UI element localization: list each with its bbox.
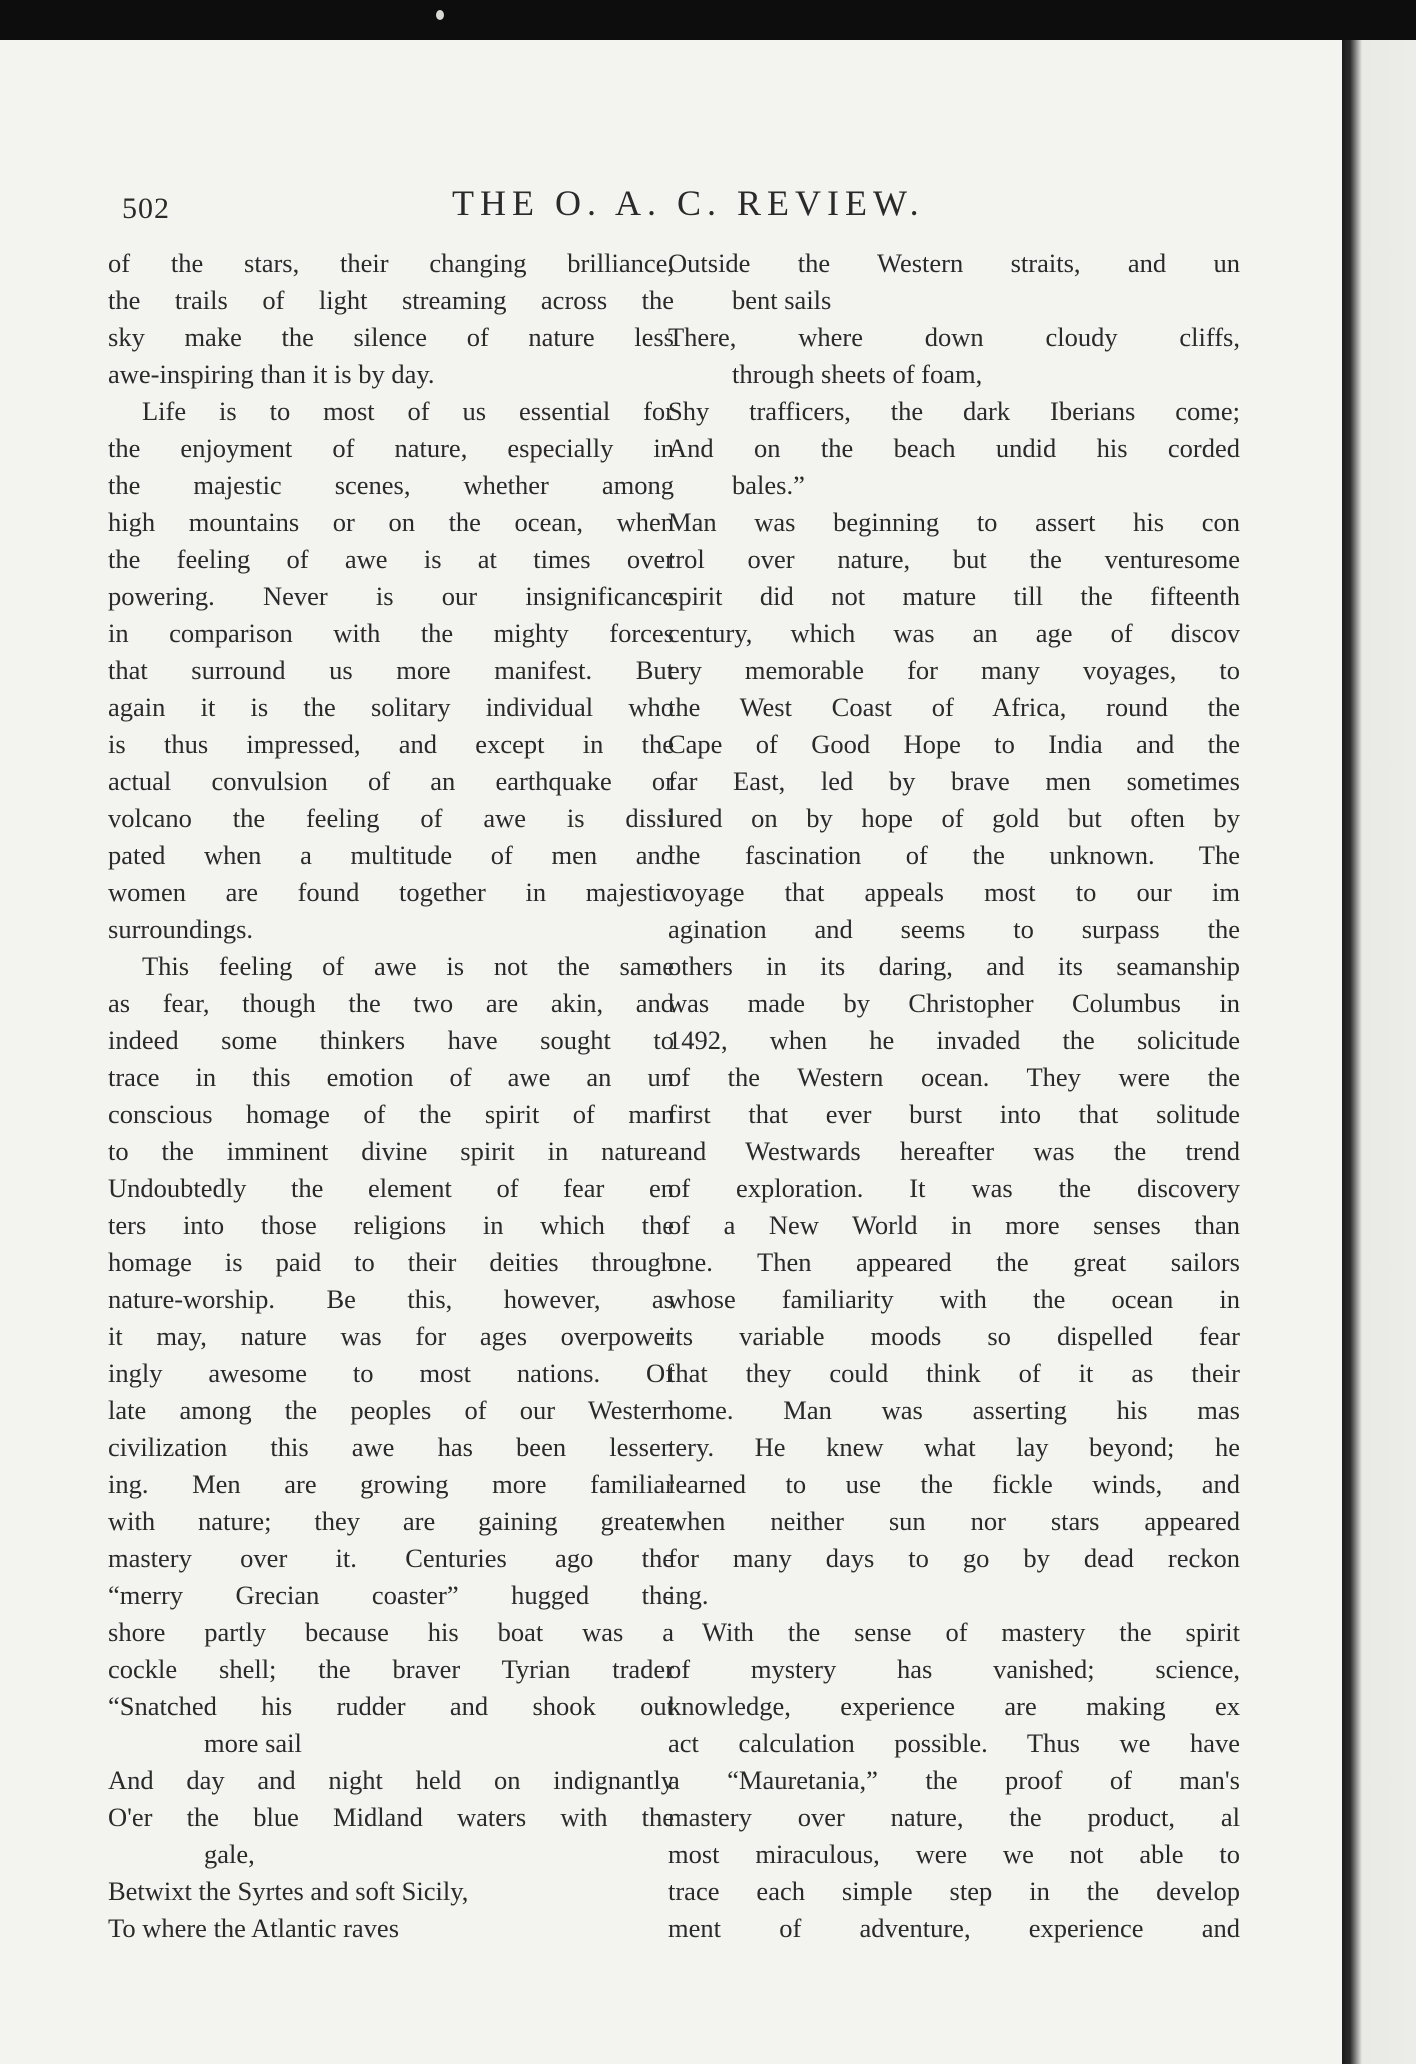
text-line: that surround us more manifest. But xyxy=(108,655,674,685)
text-line: its variable moods so dispelled fear xyxy=(668,1321,1240,1351)
verse-line: And day and night held on indignantly xyxy=(108,1765,674,1795)
text-line: mastery over nature, the product, al xyxy=(668,1802,1240,1832)
text-line: again it is the solitary individual who xyxy=(108,692,674,722)
verse-line: bent sails xyxy=(732,285,832,315)
text-line: ingly awesome to most nations. Of xyxy=(108,1358,674,1388)
text-line: powering. Never is our insignificance xyxy=(108,581,674,611)
text-line: Cape of Good Hope to India and the xyxy=(668,729,1240,759)
text-line: of the stars, their changing brilliance, xyxy=(108,248,674,278)
scan-speck xyxy=(436,10,444,20)
verse-line: There, where down cloudy cliffs, xyxy=(668,322,1240,352)
text-line: first that ever burst into that solitude xyxy=(668,1099,1240,1129)
text-line: mastery over it. Centuries ago the xyxy=(108,1543,674,1573)
text-line: agination and seems to surpass the xyxy=(668,914,1240,944)
text-line: pated when a multitude of men and xyxy=(108,840,674,870)
verse-line: more sail xyxy=(204,1728,302,1758)
text-line: ery memorable for many voyages, to xyxy=(668,655,1240,685)
page-gutter xyxy=(1342,40,1416,2064)
text-line: act calculation possible. Thus we have xyxy=(668,1728,1240,1758)
text-line: high mountains or on the ocean, when xyxy=(108,507,674,537)
text-line: sky make the silence of nature less xyxy=(108,322,674,352)
text-line: home. Man was asserting his mas xyxy=(668,1395,1240,1425)
text-line: Undoubtedly the element of fear en xyxy=(108,1173,674,1203)
page-number: 502 xyxy=(122,192,170,225)
text-line: with nature; they are gaining greater xyxy=(108,1506,674,1536)
text-line: shore partly because his boat was a xyxy=(108,1617,674,1647)
text-line: With the sense of mastery the spirit xyxy=(702,1617,1240,1647)
text-line: most miraculous, were we not able to xyxy=(668,1839,1240,1869)
text-line: for many days to go by dead reckon xyxy=(668,1543,1240,1573)
text-line: that they could think of it as their xyxy=(668,1358,1240,1388)
text-line: was made by Christopher Columbus in xyxy=(668,988,1240,1018)
page-header xyxy=(0,178,1342,228)
text-line: Life is to most of us essential for xyxy=(142,396,674,426)
text-line: the trails of light streaming across the xyxy=(108,285,674,315)
verse-line: Outside the Western straits, and un xyxy=(668,248,1240,278)
text-line: is thus impressed, and except in the xyxy=(108,729,674,759)
right-column xyxy=(668,245,1240,1947)
text-line: the fascination of the unknown. The xyxy=(668,840,1240,870)
text-line: as fear, though the two are akin, and xyxy=(108,988,674,1018)
text-line: ters into those religions in which the xyxy=(108,1210,674,1240)
text-line: a “Mauretania,” the proof of man's xyxy=(668,1765,1240,1795)
text-line: lured on by hope of gold but often by xyxy=(668,803,1240,833)
text-line: 1492, when he invaded the solicitude xyxy=(668,1025,1240,1055)
text-line: of exploration. It was the discovery xyxy=(668,1173,1240,1203)
text-line: Man was beginning to assert his con xyxy=(668,507,1240,537)
text-line: of the Western ocean. They were the xyxy=(668,1062,1240,1092)
text-line: knowledge, experience are making ex xyxy=(668,1691,1240,1721)
text-line: one. Then appeared the great sailors xyxy=(668,1247,1240,1277)
text-line: This feeling of awe is not the same xyxy=(142,951,674,981)
verse-line: bales.” xyxy=(732,470,805,500)
text-line: homage is paid to their deities through xyxy=(108,1247,674,1277)
text-line: spirit did not mature till the fifteenth xyxy=(668,581,1240,611)
verse-line: And on the beach undid his corded xyxy=(668,433,1240,463)
text-line: late among the peoples of our Western xyxy=(108,1395,674,1425)
text-line: learned to use the fickle winds, and xyxy=(668,1469,1240,1499)
verse-line: O'er the blue Midland waters with the xyxy=(108,1802,674,1832)
text-line: “merry Grecian coaster” hugged the xyxy=(108,1580,674,1610)
text-line: whose familiarity with the ocean in xyxy=(668,1284,1240,1314)
verse-line: Betwixt the Syrtes and soft Sicily, xyxy=(108,1876,469,1906)
text-line: the feeling of awe is at times over xyxy=(108,544,674,574)
text-line: nature-worship. Be this, however, as xyxy=(108,1284,674,1314)
text-line: conscious homage of the spirit of man xyxy=(108,1099,674,1129)
running-head: THE O. A. C. REVIEW. xyxy=(452,183,925,223)
text-line: awe-inspiring than it is by day. xyxy=(108,359,435,389)
text-line: ment of adventure, experience and xyxy=(668,1913,1240,1943)
text-line: others in its daring, and its seamanship xyxy=(668,951,1240,981)
text-line: actual convulsion of an earthquake or xyxy=(108,766,674,796)
verse-line: Shy trafficers, the dark Iberians come; xyxy=(668,396,1240,426)
text-line: when neither sun nor stars appeared xyxy=(668,1506,1240,1536)
text-line: it may, nature was for ages overpower xyxy=(108,1321,674,1351)
text-line: voyage that appeals most to our im xyxy=(668,877,1240,907)
text-line: far East, led by brave men sometimes xyxy=(668,766,1240,796)
text-line: the majestic scenes, whether among xyxy=(108,470,674,500)
text-line: in comparison with the mighty forces xyxy=(108,618,674,648)
left-column xyxy=(108,245,674,1947)
text-line: indeed some thinkers have sought to xyxy=(108,1025,674,1055)
text-line: surroundings. xyxy=(108,914,254,944)
text-line: tery. He knew what lay beyond; he xyxy=(668,1432,1240,1462)
verse-line: “Snatched his rudder and shook out xyxy=(108,1691,674,1721)
text-line: ing. xyxy=(668,1580,709,1610)
text-line: of mystery has vanished; science, xyxy=(668,1654,1240,1684)
text-line: the West Coast of Africa, round the xyxy=(668,692,1240,722)
text-line: volcano the feeling of awe is dissi xyxy=(108,803,674,833)
text-line: century, which was an age of discov xyxy=(668,618,1240,648)
text-line: the enjoyment of nature, especially in xyxy=(108,433,674,463)
verse-line: through sheets of foam, xyxy=(732,359,983,389)
text-line: to the imminent divine spirit in nature. xyxy=(108,1136,674,1166)
text-line: cockle shell; the braver Tyrian trader xyxy=(108,1654,674,1684)
text-line: civilization this awe has been lessen xyxy=(108,1432,674,1462)
text-line: women are found together in majestic xyxy=(108,877,674,907)
text-line: of a New World in more senses than xyxy=(668,1210,1240,1240)
verse-line: gale, xyxy=(204,1839,255,1869)
text-line: and Westwards hereafter was the trend xyxy=(668,1136,1240,1166)
text-line: trol over nature, but the venturesome xyxy=(668,544,1240,574)
text-line: trace each simple step in the develop xyxy=(668,1876,1240,1906)
verse-line: To where the Atlantic raves xyxy=(108,1913,400,1943)
text-line: trace in this emotion of awe an un xyxy=(108,1062,674,1092)
text-line: ing. Men are growing more familiar xyxy=(108,1469,674,1499)
